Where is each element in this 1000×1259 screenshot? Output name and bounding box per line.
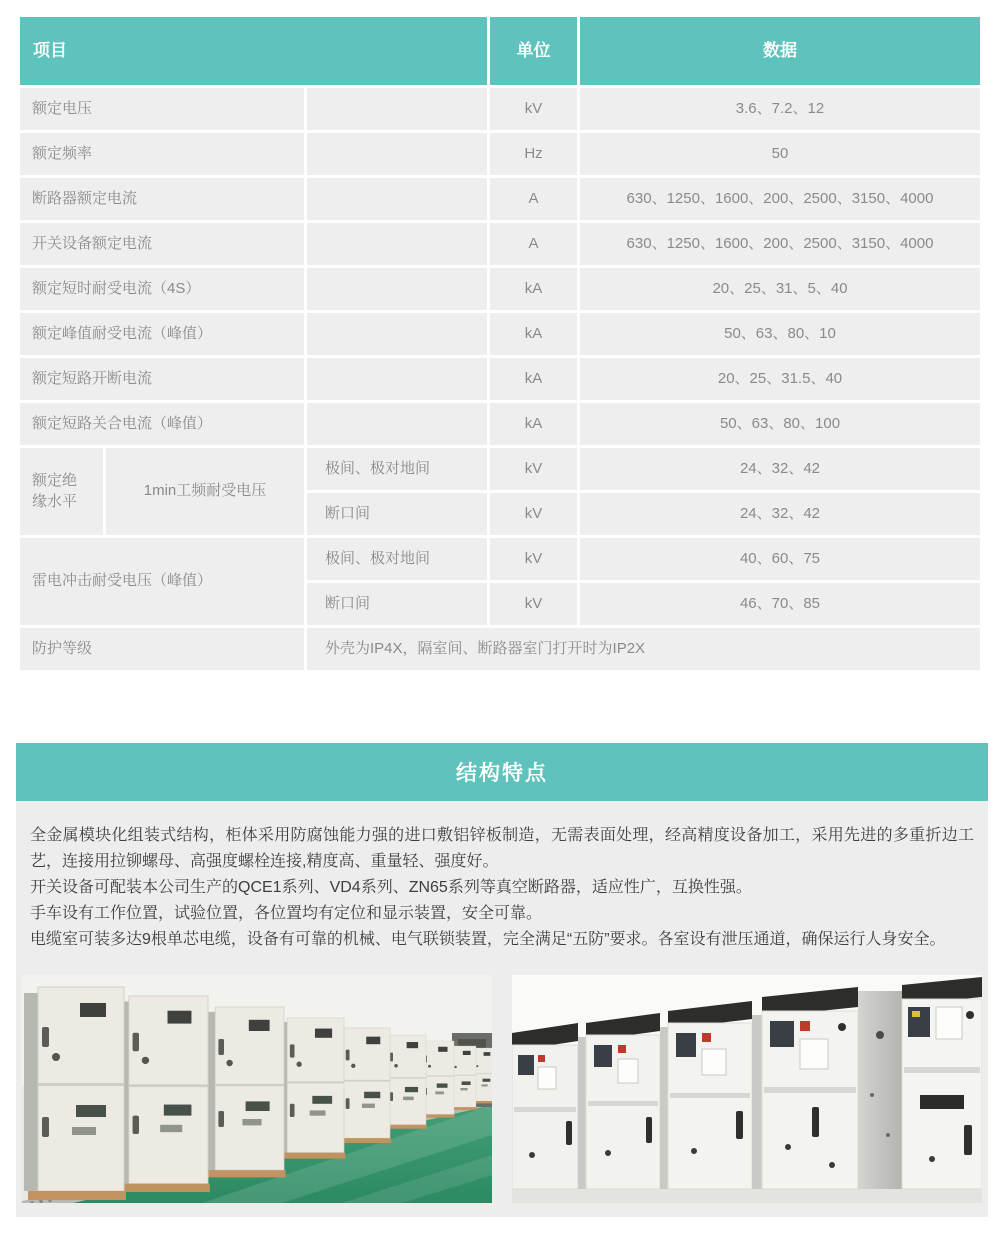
feature-paragraph: 开关设备可配装本公司生产的QCE1系列、VD4系列、ZN65系列等真空断路器，适应性广，互换性强。 [30,879,752,896]
feature-paragraph: 手车设有工作位置，试验位置，各位置均有定位和显示装置，安全可靠。 [30,905,543,922]
switchgear-cabinets-photo [512,975,982,1203]
row-unit: kA [490,358,577,400]
row-data: 50、63、80、100 [580,403,980,445]
table-header-data: 数据 [580,17,980,85]
lightning-impulse-label: 雷电冲击耐受电压（峰值） [20,538,304,625]
structure-features-section [16,743,988,1217]
section-title-bar [16,743,988,801]
row-filler [307,268,487,310]
row-data: 24、32、42 [580,493,980,535]
row-label: 额定短路关合电流（峰值） [20,403,304,445]
row-data: 24、32、42 [580,448,980,490]
row-data: 50、63、80、10 [580,313,980,355]
row-unit: kA [490,313,577,355]
row-unit: kV [490,493,577,535]
row-data: 46、70、85 [580,583,980,625]
row-unit: kV [490,88,577,130]
photo-row [16,975,988,1203]
row-filler [307,178,487,220]
protection-degree-value: 外壳为IP4X，隔室间、断路器室门打开时为IP2X [307,628,980,670]
row-unit: kA [490,268,577,310]
row-label: 额定峰值耐受电流（峰值） [20,313,304,355]
row-unit: kV [490,448,577,490]
row-label: 额定短时耐受电流（4S） [20,268,304,310]
row-label: 开关设备额定电流 [20,223,304,265]
row-data: 20、25、31.5、40 [580,358,980,400]
row-scope: 极间、极对地间 [307,538,487,580]
row-unit: kA [490,403,577,445]
row-data: 630、1250、1600、200、2500、3150、4000 [580,178,980,220]
row-filler [307,88,487,130]
table-header-unit: 单位 [490,17,577,85]
row-unit: A [490,223,577,265]
row-filler [307,223,487,265]
row-data: 40、60、75 [580,538,980,580]
row-unit: kV [490,583,577,625]
row-scope: 断口间 [307,493,487,535]
row-unit: Hz [490,133,577,175]
row-filler [307,403,487,445]
protection-degree-label: 防护等级 [20,628,304,670]
row-scope: 极间、极对地间 [307,448,487,490]
feature-paragraph: 电缆室可装多达9根单芯电缆，设备有可靠的机械、电气联锁装置，完全满足“五防”要求。各室设有泄压通道，确保运行人身安全。 [30,931,946,948]
row-label: 断路器额定电流 [20,178,304,220]
insulation-level-label: 额定绝缘水平 [20,448,103,535]
row-data: 20、25、31、5、40 [580,268,980,310]
section-body [16,801,988,1217]
section-title: 结构特点 [456,762,548,785]
factory-assembly-line-photo [22,975,492,1203]
row-data: 50 [580,133,980,175]
row-unit: kV [490,538,577,580]
row-filler [307,358,487,400]
table-header-item: 项目 [20,17,487,85]
row-data: 630、1250、1600、200、2500、3150、4000 [580,223,980,265]
power-frequency-withstand-label: 1min工频耐受电压 [106,448,304,535]
row-scope: 断口间 [307,583,487,625]
row-filler [307,313,487,355]
row-filler [307,133,487,175]
row-label: 额定电压 [20,88,304,130]
row-label: 额定频率 [20,133,304,175]
feature-paragraph: 全金属模块化组装式结构，柜体采用防腐蚀能力强的进口敷铝锌板制造，无需表面处理，经高精度设备加工，采用先进的多重折边工艺，连接用拉铆螺母、高强度螺栓连接,精度高、重量轻、强度好。 [30,827,974,870]
row-data: 3.6、7.2、12 [580,88,980,130]
row-unit: A [490,178,577,220]
spec-table [20,17,980,670]
row-label: 额定短路开断电流 [20,358,304,400]
